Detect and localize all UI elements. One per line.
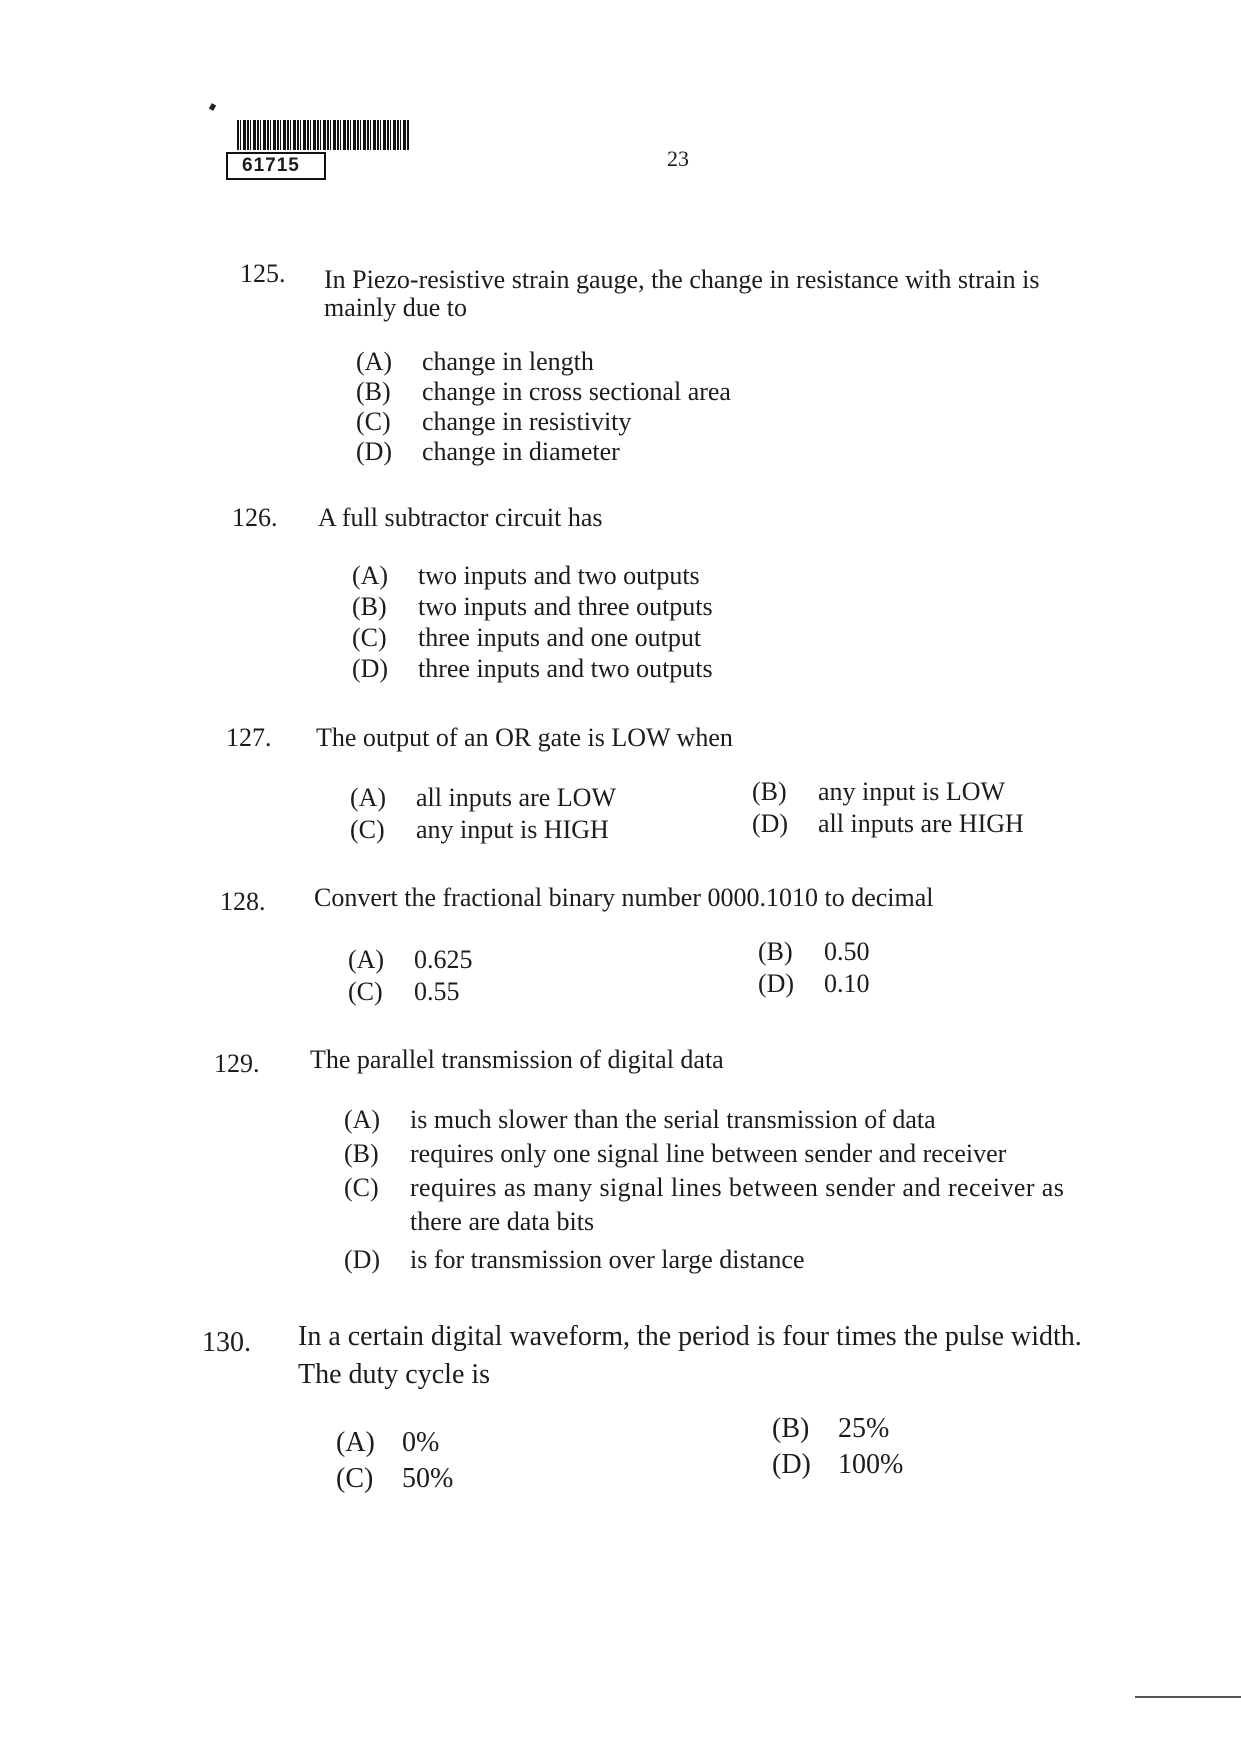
option-label: (D) — [352, 654, 389, 683]
option-label: (D) — [758, 969, 795, 998]
question-number: 126. — [232, 503, 278, 532]
option-text: two inputs and three outputs — [418, 592, 713, 621]
question-number: 125. — [240, 259, 286, 288]
option-c[interactable] — [352, 622, 701, 653]
option-label: (D) — [752, 809, 789, 838]
option-d[interactable] — [356, 436, 620, 467]
option-text: any input is HIGH — [416, 815, 609, 844]
option-label: (A) — [350, 783, 387, 812]
question-number: 127. — [226, 723, 272, 752]
option-d[interactable] — [752, 808, 1024, 839]
option-text: 50% — [402, 1463, 454, 1494]
option-text: change in resistivity — [422, 407, 632, 436]
option-text: all inputs are HIGH — [818, 809, 1024, 838]
option-c-continued — [410, 1206, 594, 1237]
option-text: 0.50 — [824, 937, 870, 966]
option-d[interactable] — [772, 1448, 903, 1482]
option-text-line2: there are data bits — [410, 1207, 595, 1236]
barcode — [237, 120, 409, 150]
option-a[interactable] — [350, 782, 616, 813]
option-text: all inputs are LOW — [416, 783, 616, 812]
question-number: 129. — [214, 1049, 260, 1078]
option-d[interactable] — [344, 1244, 804, 1275]
option-text: two inputs and two outputs — [418, 561, 700, 590]
footer-rule — [1135, 1696, 1241, 1698]
question-text: The output of an OR gate is LOW when — [316, 723, 733, 752]
option-label: (A) — [344, 1105, 381, 1134]
scan-mark — [209, 103, 216, 111]
option-label: (B) — [758, 937, 793, 966]
paper-code: 61715 — [226, 152, 326, 180]
option-text: requires only one signal line between sender and receiver — [410, 1139, 1007, 1168]
option-b[interactable] — [352, 591, 713, 622]
option-label: (A) — [348, 945, 385, 974]
question-text: A full subtractor circuit has — [318, 503, 603, 532]
option-label: (C) — [350, 815, 385, 844]
option-b[interactable] — [758, 936, 870, 967]
option-text: three inputs and one output — [418, 623, 702, 652]
question-text: In a certain digital waveform, the period is four times the pulse width. — [298, 1321, 1082, 1352]
option-b[interactable] — [752, 776, 1005, 807]
option-label: (B) — [356, 377, 391, 406]
question-text: The parallel transmission of digital data — [310, 1045, 724, 1074]
option-c[interactable] — [336, 1462, 453, 1496]
option-a[interactable] — [348, 944, 473, 975]
option-a[interactable] — [336, 1426, 439, 1460]
question-number: 130. — [202, 1327, 251, 1358]
option-label: (B) — [352, 592, 387, 621]
option-text: 0.625 — [414, 945, 473, 974]
option-c[interactable] — [350, 814, 609, 845]
question-text-line2: The duty cycle is — [298, 1359, 491, 1390]
option-text: 0.55 — [414, 977, 460, 1006]
option-a[interactable] — [356, 346, 594, 377]
question-text-line2: mainly due to — [324, 293, 467, 322]
option-text: 0% — [402, 1427, 440, 1458]
question-126 — [232, 502, 1112, 692]
option-c[interactable] — [348, 976, 460, 1007]
option-d[interactable] — [352, 653, 713, 684]
question-128 — [220, 882, 1120, 1012]
option-label: (A) — [336, 1427, 375, 1458]
option-text: three inputs and two outputs — [418, 654, 713, 683]
question-130 — [202, 1320, 1182, 1500]
question-125 — [240, 258, 1120, 478]
option-text: 100% — [838, 1449, 904, 1480]
option-label: (C) — [348, 977, 383, 1006]
option-label: (C) — [344, 1173, 379, 1202]
question-number: 128. — [220, 887, 266, 916]
option-a[interactable] — [352, 560, 700, 591]
question-text: In Piezo-resistive strain gauge, the change in resistance with strain is — [324, 265, 1040, 294]
option-label: (B) — [752, 777, 787, 806]
option-text: is for transmission over large distance — [410, 1245, 805, 1274]
option-label: (D) — [344, 1245, 381, 1274]
option-text: 25% — [838, 1413, 890, 1444]
option-b[interactable] — [356, 376, 731, 407]
option-c[interactable] — [344, 1172, 1064, 1203]
question-127 — [226, 722, 1126, 842]
option-label: (A) — [356, 347, 393, 376]
option-d[interactable] — [758, 968, 870, 999]
option-b[interactable] — [344, 1138, 1006, 1169]
option-text: requires as many signal lines between sender and receiver as — [410, 1173, 1065, 1202]
option-text: 0.10 — [824, 969, 870, 998]
option-label: (B) — [772, 1413, 810, 1444]
option-label: (D) — [356, 437, 393, 466]
option-label: (A) — [352, 561, 389, 590]
option-text: is much slower than the serial transmission of data — [410, 1105, 936, 1134]
option-label: (B) — [344, 1139, 379, 1168]
option-text: change in length — [422, 347, 594, 376]
option-label: (C) — [352, 623, 387, 652]
option-label: (D) — [772, 1449, 811, 1480]
page-number: 23 — [667, 146, 689, 171]
option-text: change in cross sectional area — [422, 377, 731, 406]
question-text: Convert the fractional binary number 0000.1010 to decimal — [314, 883, 934, 912]
option-a[interactable] — [344, 1104, 936, 1135]
option-text: any input is LOW — [818, 777, 1006, 806]
option-c[interactable] — [356, 406, 631, 437]
option-text: change in diameter — [422, 437, 620, 466]
option-b[interactable] — [772, 1412, 889, 1446]
question-129 — [214, 1044, 1174, 1284]
option-label: (C) — [356, 407, 391, 436]
option-label: (C) — [336, 1463, 374, 1494]
